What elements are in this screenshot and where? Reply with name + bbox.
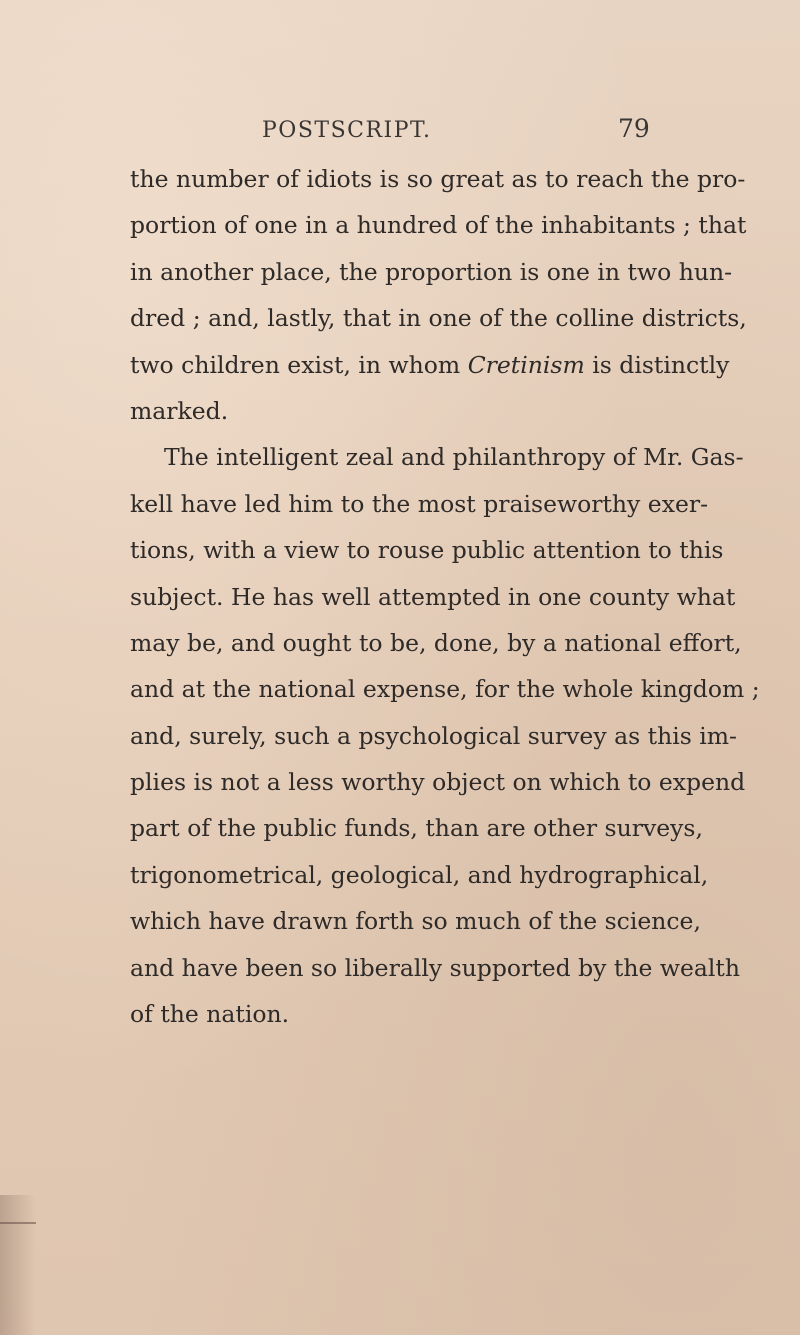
text-line: in another place, the proportion is one in two hun-	[130, 257, 733, 286]
running-head: POSTSCRIPT.	[262, 118, 432, 143]
text-segment: two children exist, in whom	[130, 350, 468, 379]
text-line: kell have led him to the most praiseworthy exer-	[130, 489, 709, 518]
text-line: may be, and ought to be, done, by a national effort,	[130, 628, 742, 657]
text-line: and, surely, such a psychological survey as this im-	[130, 721, 737, 750]
text-line: plies is not a less worthy object on which to expend	[130, 768, 746, 797]
page-edge-line	[0, 1222, 36, 1224]
text-segment: is distinctly	[584, 350, 730, 379]
text-line: of the nation.	[130, 1000, 290, 1029]
text-line: and at the national expense, for the whole kingdom ;	[130, 675, 760, 704]
text-line: tions, with a view to rouse public attention to this	[130, 536, 724, 565]
text-line: subject. He has well attempted in one county what	[130, 582, 736, 611]
page-number: 79	[618, 114, 650, 143]
text-line: and have been so liberally supported by the wealth	[130, 953, 741, 982]
page-edge-shadow	[0, 1195, 36, 1335]
paragraph-first-line: The intelligent zeal and philanthropy of Mr. Gas-	[164, 443, 744, 472]
text-line: trigonometrical, geological, and hydrographical,	[130, 860, 709, 889]
text-line: which have drawn forth so much of the science,	[130, 907, 701, 936]
text-line: marked.	[130, 396, 229, 425]
text-line-with-italic	[130, 342, 730, 388]
text-line: part of the public funds, than are other surveys,	[130, 814, 703, 843]
text-line: dred ; and, lastly, that in one of the colline districts,	[130, 304, 747, 333]
text-line: portion of one in a hundred of the inhabitants ; that	[130, 211, 747, 240]
text-line: the number of idiots is so great as to reach the pro-	[130, 165, 746, 193]
italic-term: Cretinism	[467, 350, 585, 379]
body-text	[130, 156, 760, 1037]
